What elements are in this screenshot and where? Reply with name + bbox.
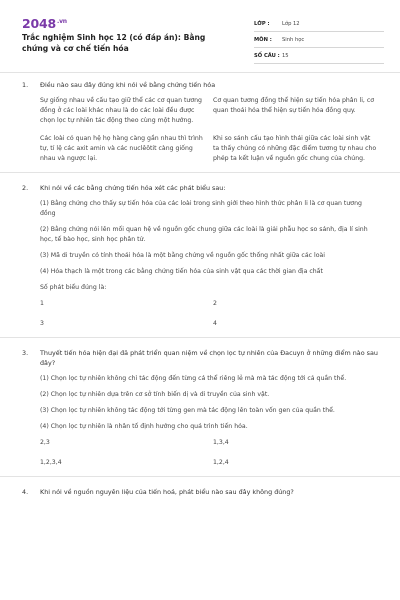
question-list — [22, 80, 378, 503]
answer-option-b[interactable]: Cơ quan tương đồng thể hiện sự tiến hóa phân li, cơ quan thoái hóa thể hiện sự tiến hóa đồng quy. — [213, 97, 375, 114]
meta-value: Lớp 12 — [282, 20, 300, 27]
meta-value: Sinh học — [282, 36, 305, 43]
question-text: Khi nói về các bằng chứng tiến hóa xét các phát biểu sau: — [40, 184, 226, 192]
statement-4: (4) Chọn lọc tự nhiên là nhân tố định hướng cho quá trình tiến hóa. — [40, 423, 248, 430]
meta-label: MÔN : — [254, 36, 272, 43]
question-divider — [0, 172, 400, 173]
question-prompt: Số phát biểu đúng là: — [40, 284, 107, 291]
question-2 — [22, 183, 378, 329]
question-1 — [22, 80, 378, 164]
answer-option-a[interactable]: Sự giống nhau về cấu tạo giữ thể các cơ quan tương đồng ở các loài khác nhau là do các loài đều được chọn lọc tự nhiên tác động theo cùng một hướng. — [40, 97, 202, 124]
answer-option-c[interactable]: 3 — [40, 320, 44, 327]
answer-option-d[interactable]: Khi so sánh cấu tạo hình thái giữa các loài sinh vật ta thấy chúng có những đặc điểm tương tự nhau cho phép ta kết luận về nguồn gốc chung của chúng. — [213, 135, 377, 162]
meta-row-subject — [254, 32, 384, 48]
question-number: 4. — [22, 488, 29, 496]
question-3 — [22, 348, 378, 468]
statement-2: (2) Bằng chứng nói lên mối quan hệ về nguồn gốc chung giữa các loài là giải phẫu học so sánh, địa lí sinh học, tế bào học, sinh học phân tử. — [40, 226, 368, 243]
answer-option-c[interactable]: 1,2,3,4 — [40, 459, 62, 466]
site-logo[interactable] — [22, 16, 67, 31]
question-divider — [0, 476, 400, 477]
statement-1: (1) Chọn lọc tự nhiên không chỉ tác động đến từng cá thể riêng lẻ mà mà tác động tới cả quần thể. — [40, 375, 347, 382]
meta-value: 15 — [282, 52, 289, 59]
logo-main: 2048 — [22, 16, 56, 31]
quiz-title: Trắc nghiệm Sinh học 12 (có đáp án): Bằng chứng và cơ chế tiến hóa — [22, 33, 206, 53]
statement-3: (3) Chọn lọc tự nhiên không tác động tới từng gen mà tác động lên toàn vốn gen của quần thể. — [40, 407, 335, 414]
answer-option-d[interactable]: 1,2,4 — [213, 459, 229, 466]
question-text: Thuyết tiến hóa hiện đại đã phát triển quan niệm về chọn lọc tự nhiên của Đacuyn ở những điểm nào sau đây? — [40, 349, 378, 367]
meta-row-count — [254, 48, 384, 64]
statement-1: (1) Bằng chứng cho thấy sự tiến hóa của các loài trong sinh giới theo hình thức phân li là cơ quan tương đồng — [40, 200, 362, 217]
answer-option-c[interactable]: Các loài có quan hệ họ hàng càng gần nhau thì trình tự, tỉ lệ các axit amin và các nuclêôtit càng giống nhau và ngược lại. — [40, 135, 203, 162]
answer-option-b[interactable]: 1,3,4 — [213, 439, 229, 446]
question-number: 3. — [22, 349, 29, 357]
question-number: 2. — [22, 184, 29, 192]
statement-3: (3) Mã di truyền có tính thoái hóa là một bằng chứng về nguồn gốc thống nhất giữa các loài — [40, 252, 325, 259]
meta-row-class — [254, 16, 384, 32]
question-number: 1. — [22, 81, 29, 89]
question-text: Khi nói về nguồn nguyên liệu của tiến hoá, phát biểu nào sau đây không đúng? — [40, 488, 294, 496]
quiz-meta — [254, 16, 384, 64]
question-4 — [22, 487, 378, 497]
meta-label: SỐ CÂU : — [254, 52, 280, 59]
logo-sub: .vn — [57, 17, 67, 25]
question-text: Điều nào sau đây đúng khi nói về bằng chứng tiến hóa — [40, 81, 216, 89]
header-divider — [0, 72, 400, 73]
answer-option-a[interactable]: 1 — [40, 300, 44, 307]
answer-option-d[interactable]: 4 — [213, 320, 217, 327]
page-header — [22, 14, 382, 68]
statement-2: (2) Chọn lọc tự nhiên dựa trên cơ sở tính biến dị và di truyền của sinh vật. — [40, 391, 270, 398]
answer-option-b[interactable]: 2 — [213, 300, 217, 307]
answer-option-a[interactable]: 2,3 — [40, 439, 50, 446]
question-divider — [0, 337, 400, 338]
meta-label: LỚP : — [254, 20, 270, 27]
statement-4: (4) Hóa thạch là một trong các bằng chứng tiến hóa của sinh vật qua các thời gian địa chất — [40, 268, 323, 275]
